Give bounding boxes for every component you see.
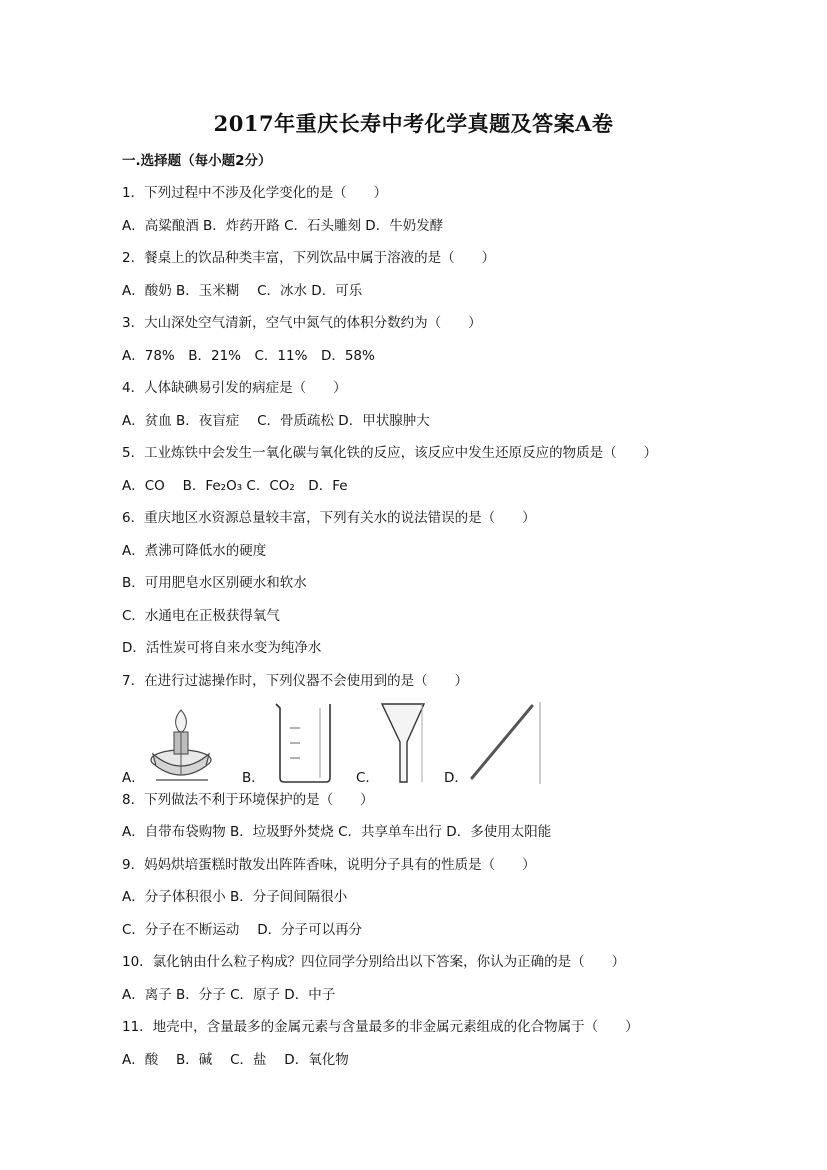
question-stem: 8．下列做法不利于环境保护的是（ ） (122, 792, 374, 808)
question-stem: 4．人体缺碘易引发的病症是（ ） (122, 380, 347, 396)
question-option: B．可用肥皂水区别硬水和软水 (122, 575, 307, 591)
question-option: C．水通电在正极获得氧气 (122, 608, 280, 624)
glass-rod-icon (466, 698, 546, 786)
section-heading: 一.选择题（每小题2分） (122, 153, 272, 169)
beaker-icon (270, 698, 336, 786)
figure-label-c: C． (356, 770, 379, 786)
question-option: C．分子在不断运动 D．分子可以再分 (122, 922, 363, 938)
question-option: A．分子体积很小 B．分子间间隔很小 (122, 889, 348, 905)
question-stem: 2．餐桌上的饮品种类丰富，下列饮品中属于溶液的是（ ） (122, 250, 496, 266)
question-stem: 7．在进行过滤操作时，下列仪器不会使用到的是（ ） (122, 673, 469, 689)
question-stem: 1．下列过程中不涉及化学变化的是（ ） (122, 185, 388, 201)
question-options: A．酸奶 B．玉米糊 C．冰水 D．可乐 (122, 283, 363, 299)
question-options: A．78% B．21% C．11% D．58% (122, 348, 375, 364)
question-stem: 5．工业炼铁中会发生一氧化碳与氧化铁的反应，该反应中发生还原反应的物质是（ ） (122, 445, 658, 461)
question-options: A．自带布袋购物 B．垃圾野外焚烧 C．共享单车出行 D．多使用太阳能 (122, 824, 552, 840)
figure-label-d: D． (444, 770, 468, 786)
question-options: A．酸 B．碱 C．盐 D．氧化物 (122, 1052, 349, 1068)
question-stem: 3．大山深处空气清新，空气中氮气的体积分数约为（ ） (122, 315, 482, 331)
question-options: A．离子 B．分子 C．原子 D．中子 (122, 987, 336, 1003)
question-option: A．煮沸可降低水的硬度 (122, 543, 267, 559)
question-stem: 11．地壳中，含量最多的金属元素与含量最多的非金属元素组成的化合物属于（ ） (122, 1019, 639, 1035)
figure-label-a: A． (122, 770, 145, 786)
figure-label-b: B． (242, 770, 265, 786)
apparatus-figures (122, 694, 562, 786)
question-option: D．活性炭可将自来水变为纯净水 (122, 640, 322, 656)
question-options: A．CO B．Fe₂O₃ C．CO₂ D．Fe (122, 478, 348, 494)
funnel-icon (380, 698, 426, 786)
alcohol-lamp-icon (146, 702, 216, 786)
question-stem: 10．氯化钠由什么粒子构成？四位同学分别给出以下答案，你认为正确的是（ ） (122, 954, 626, 970)
question-stem: 9．妈妈烘培蛋糕时散发出阵阵香味，说明分子具有的性质是（ ） (122, 857, 536, 873)
page-title: 2017年重庆长寿中考化学真题及答案A卷 (213, 111, 614, 136)
question-options: A．高粱酿酒 B．炸药开路 C．石头雕刻 D．牛奶发酵 (122, 218, 444, 234)
question-stem: 6．重庆地区水资源总量较丰富，下列有关水的说法错误的是（ ） (122, 510, 536, 526)
question-options: A．贫血 B．夜盲症 C．骨质疏松 D．甲状腺肿大 (122, 413, 430, 429)
